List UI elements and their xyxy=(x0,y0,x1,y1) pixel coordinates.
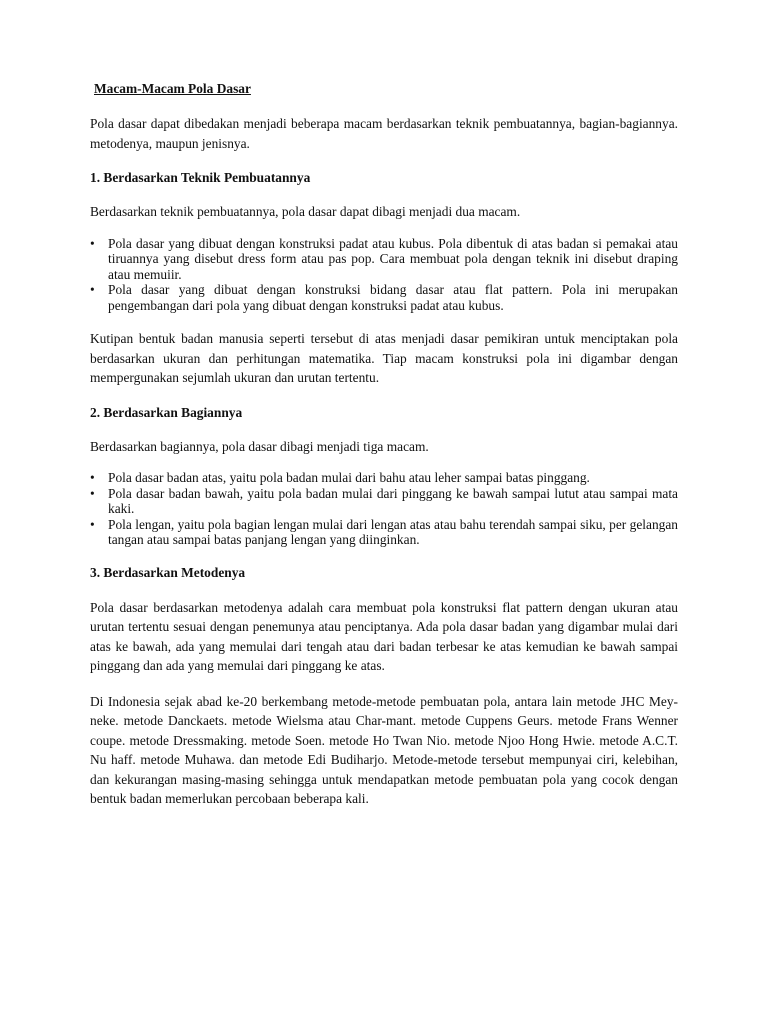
list-item: • Pola dasar yang dibuat dengan konstruksi bidang dasar atau flat pattern. Pola ini merupakan pengembangan dari pola yang dibuat dengan konstruksi padat atau kubus. xyxy=(90,282,678,313)
intro-paragraph: Pola dasar dapat dibedakan menjadi beberapa macam berdasarkan teknik pembuatannya, bagian-bagiannya. metodenya, maupun jenisnya. xyxy=(90,116,678,151)
list-item: • Pola lengan, yaitu pola bagian lengan mulai dari lengan atas atau bahu terendah sampai siku, per gelangan tangan atau sampai batas panjang lengan yang diinginkan. xyxy=(90,517,678,548)
section-2-heading: 2. Berdasarkan Bagiannya xyxy=(90,404,243,420)
section-3-paragraph-2: Di Indonesia sejak abad ke-20 berkembang metode-metode pembuatan pola, antara lain metode JHC Mey-neke. metode Danckaets. metode Wielsma atau Char-mant. metode Cuppens Geurs. metode Frans Wenner coupe. metode Dressmaking. metode Soen. metode Ho Twan Nio. metode Njoo Hong Hwie. metode A.C.T. Nu haff. metode Muhawa. dan metode Edi Budiharjo. Metode-metode tersebut mempunyai ciri, kelebihan, dan kekurangan masing-masing sehingga untuk mendapatkan metode pembuatan pola yang cocok dengan bentuk badan memerlukan percobaan beberapa kali. xyxy=(90,693,678,806)
section-3-paragraph-1: Pola dasar berdasarkan metodenya adalah cara membuat pola konstruksi flat pattern dengan ukuran atau urutan tertentu sesuai dengan penemunya atau penciptanya. Ada pola dasar badan yang digambar mulai dari atas ke bawah, ada yang memulai dari tengah atau dari badan terbesar ke atas kemudian ke bawah sampai pinggang dan ada yang memulai dari pinggang ke atas. xyxy=(90,599,678,673)
section-2-bullet-list xyxy=(90,470,678,548)
section-1-bullet-list xyxy=(90,236,678,314)
section-2-lead: Berdasarkan bagiannya, pola dasar dibagi menjadi tiga macam. xyxy=(90,438,429,454)
document-page xyxy=(90,80,678,809)
list-item: • Pola dasar badan atas, yaitu pola badan mulai dari bahu atau leher sampai batas pinggang. xyxy=(90,470,678,486)
section-1-heading: 1. Berdasarkan Teknik Pembuatannya xyxy=(90,170,311,185)
list-item: • Pola dasar yang dibuat dengan konstruksi padat atau kubus. Pola dibentuk di atas badan si pemakai atau tiruannya yang disebut dress form atau pas pop. Cara membuat pola dengan teknik ini disebut draping atau memuiir. xyxy=(90,236,678,283)
list-item: • Pola dasar badan bawah, yaitu pola badan mulai dari pinggang ke bawah sampai lutut atau sampai mata kaki. xyxy=(90,486,678,517)
document-title: Macam-Macam Pola Dasar xyxy=(94,81,251,96)
section-1-lead: Berdasarkan teknik pembuatannya, pola dasar dapat dibagi menjadi dua macam. xyxy=(90,204,521,219)
section-1-closing-paragraph: Kutipan bentuk badan manusia seperti tersebut di atas menjadi dasar pemikiran untuk menciptakan pola berdasarkan ukuran dan perhitungan matematika. Tiap macam konstruksi pola ini digambar dengan mempergunakan sejumlah ukuran dan urutan tertentu. xyxy=(90,331,678,385)
section-3-heading: 3. Berdasarkan Metodenya xyxy=(90,564,246,580)
